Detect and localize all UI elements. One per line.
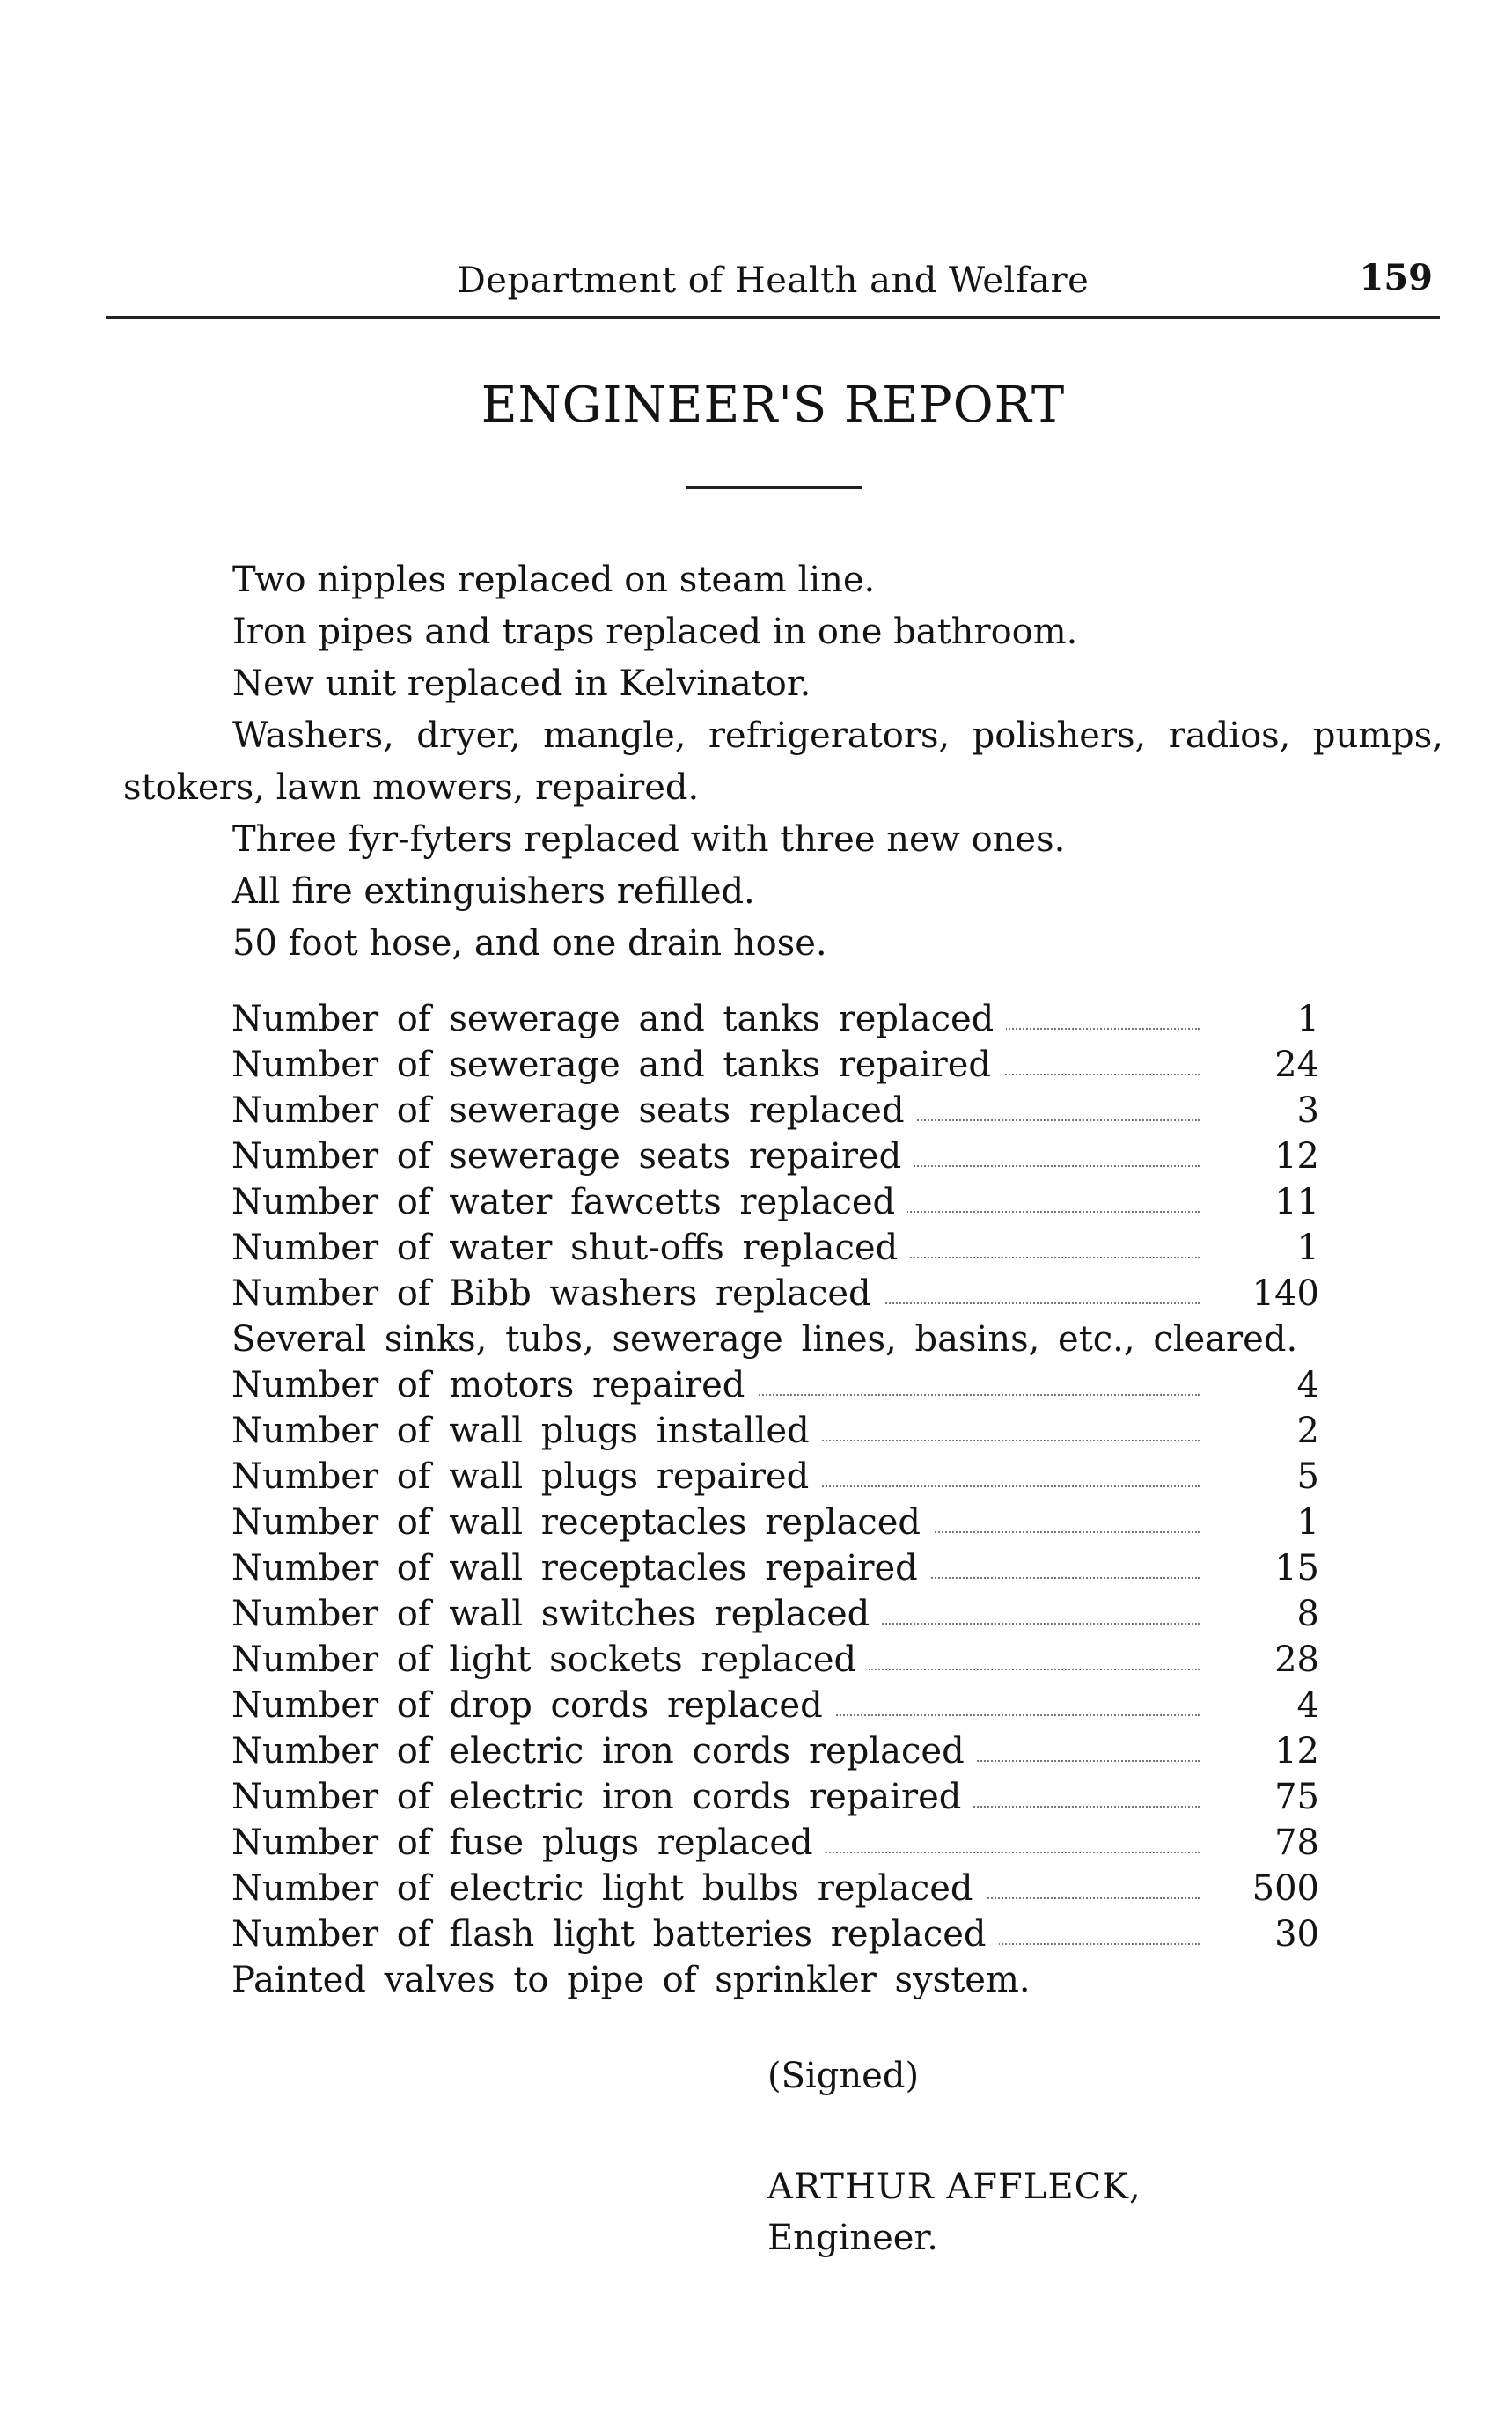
item-label: Painted valves to pipe of sprinkler system. bbox=[231, 1957, 1031, 2003]
item-label: Number of electric iron cords repaired bbox=[231, 1774, 973, 1820]
list-item bbox=[231, 1545, 1332, 1591]
item-count: 12 bbox=[1274, 1731, 1319, 1771]
running-title: Department of Health and Welfare bbox=[457, 260, 1090, 301]
item-label: Number of sewerage seats repaired bbox=[231, 1133, 914, 1179]
item-count: 4 bbox=[1296, 1685, 1319, 1726]
list-item bbox=[231, 1591, 1332, 1637]
list-item bbox=[231, 1408, 1332, 1454]
signature-block bbox=[767, 2050, 1141, 2263]
intro-line: All fire extinguishers refilled. bbox=[232, 871, 755, 912]
list-item bbox=[231, 1728, 1332, 1774]
list-item bbox=[231, 1454, 1332, 1500]
item-label: Number of wall plugs repaired bbox=[231, 1454, 821, 1500]
running-head bbox=[106, 255, 1440, 308]
list-item bbox=[231, 1133, 1332, 1179]
item-count: 2 bbox=[1296, 1411, 1319, 1451]
item-label: Number of wall receptacles repaired bbox=[231, 1545, 930, 1591]
intro-line: New unit replaced in Kelvinator. bbox=[232, 664, 811, 704]
item-label: Number of Bibb washers replaced bbox=[231, 1271, 884, 1317]
item-label: Number of wall switches replaced bbox=[231, 1591, 882, 1637]
item-label: Number of wall plugs installed bbox=[231, 1408, 822, 1454]
signer-name: ARTHUR AFFLECK, bbox=[767, 2167, 1141, 2207]
list-note bbox=[231, 1957, 1332, 2003]
list-item bbox=[231, 1500, 1332, 1545]
intro-line: Washers, dryer, mangle, refrigerators, polishers, radios, pumps, stokers, lawn mowers, repaired. bbox=[123, 715, 1443, 808]
title-rule bbox=[686, 486, 862, 489]
list-item bbox=[231, 1042, 1332, 1088]
item-count: 1 bbox=[1296, 999, 1319, 1039]
item-count-list bbox=[231, 996, 1332, 2003]
item-count: 11 bbox=[1274, 1182, 1319, 1222]
list-item bbox=[231, 1088, 1332, 1133]
item-label: Several sinks, tubs, sewerage lines, basins, etc., cleared. bbox=[231, 1317, 1297, 1362]
intro-line: Three fyr-fyters replaced with three new ones. bbox=[232, 819, 1066, 860]
list-item bbox=[231, 1362, 1332, 1408]
list-item bbox=[231, 1225, 1332, 1271]
report-title: ENGINEER'S REPORT bbox=[481, 377, 1066, 434]
intro-line: Iron pipes and traps replaced in one bathroom. bbox=[232, 612, 1078, 652]
item-count: 140 bbox=[1251, 1273, 1319, 1314]
item-count: 78 bbox=[1274, 1823, 1319, 1863]
item-label: Number of wall receptacles replaced bbox=[231, 1500, 933, 1545]
item-label: Number of fuse plugs replaced bbox=[231, 1820, 826, 1866]
item-count: 12 bbox=[1274, 1136, 1319, 1177]
item-count: 30 bbox=[1274, 1914, 1319, 1955]
list-item bbox=[231, 1683, 1332, 1728]
list-item bbox=[231, 1911, 1332, 1957]
list-item bbox=[231, 1820, 1332, 1866]
item-count: 28 bbox=[1274, 1639, 1319, 1680]
page-number: 159 bbox=[1359, 257, 1433, 298]
item-count: 5 bbox=[1296, 1456, 1319, 1497]
intro-line: 50 foot hose, and one drain hose. bbox=[232, 923, 827, 964]
item-label: Number of electric iron cords replaced bbox=[231, 1728, 977, 1774]
item-label: Number of water fawcetts replaced bbox=[231, 1179, 907, 1225]
signed-label: (Signed) bbox=[767, 2056, 920, 2096]
item-label: Number of electric light bulbs replaced bbox=[231, 1866, 986, 1911]
item-count: 15 bbox=[1274, 1548, 1319, 1588]
item-count: 4 bbox=[1296, 1365, 1319, 1405]
list-note bbox=[231, 1317, 1332, 1362]
item-label: Number of sewerage seats replaced bbox=[231, 1088, 917, 1133]
item-label: Number of motors repaired bbox=[231, 1362, 757, 1408]
item-label: Number of light sockets replaced bbox=[231, 1637, 869, 1683]
intro-line: Two nipples replaced on steam line. bbox=[232, 560, 876, 600]
list-item bbox=[231, 1866, 1332, 1911]
item-count: 75 bbox=[1274, 1777, 1319, 1817]
intro-paragraphs bbox=[123, 554, 1443, 970]
list-item bbox=[231, 1271, 1332, 1317]
item-count: 1 bbox=[1296, 1502, 1319, 1543]
item-label: Number of sewerage and tanks repaired bbox=[231, 1042, 1003, 1088]
item-count: 1 bbox=[1296, 1228, 1319, 1268]
item-count: 8 bbox=[1296, 1594, 1319, 1634]
list-item bbox=[231, 996, 1332, 1042]
list-item bbox=[231, 1774, 1332, 1820]
item-count: 24 bbox=[1274, 1045, 1319, 1085]
item-label: Number of water shut-offs replaced bbox=[231, 1225, 910, 1271]
item-count: 500 bbox=[1251, 1868, 1319, 1909]
item-label: Number of flash light batteries replaced bbox=[231, 1911, 999, 1957]
list-item bbox=[231, 1179, 1332, 1225]
item-count: 3 bbox=[1296, 1090, 1319, 1131]
item-label: Number of drop cords replaced bbox=[231, 1683, 835, 1728]
list-item bbox=[231, 1637, 1332, 1683]
signer-role: Engineer. bbox=[767, 2218, 938, 2258]
header-rule bbox=[106, 316, 1440, 319]
item-label: Number of sewerage and tanks replaced bbox=[231, 996, 1006, 1042]
